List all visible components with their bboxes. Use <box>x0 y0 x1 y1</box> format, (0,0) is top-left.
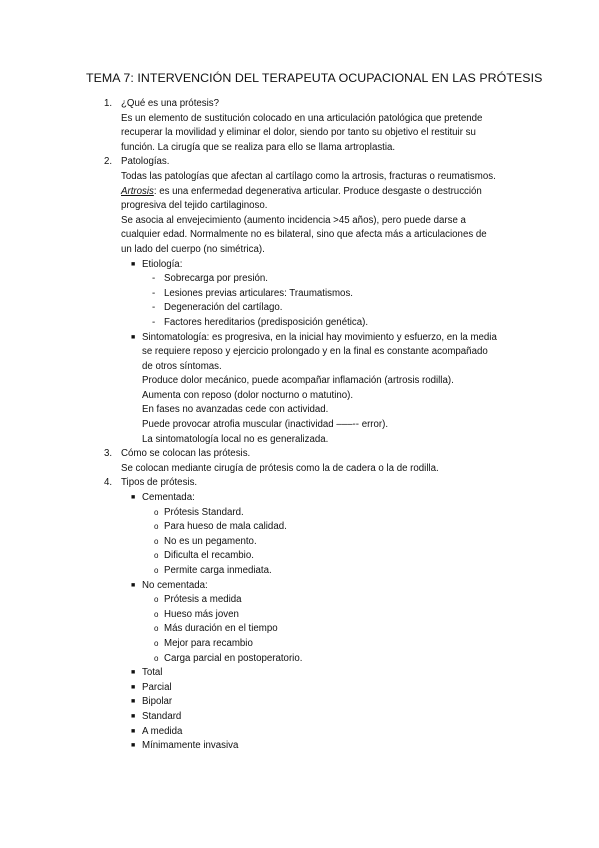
circle-item <box>100 622 540 637</box>
circle-item-text: Para hueso de mala calidad. <box>164 521 287 533</box>
artrosis-definition: : es una enfermedad degenerativa articular. Produce desgaste o destrucción <box>153 185 482 197</box>
circle-item-text: Prótesis Standard. <box>164 506 244 518</box>
section-heading: ¿Qué es una prótesis? <box>121 98 220 109</box>
section-heading: Patologías. <box>121 156 170 168</box>
circle-item <box>100 652 540 667</box>
circle-item <box>100 608 540 623</box>
circle-item-text: Prótesis a medida <box>164 594 242 606</box>
circle-item <box>100 549 540 564</box>
dash-icon: - <box>152 316 156 328</box>
bullet-type <box>100 725 540 740</box>
bullet-text-line: Produce dolor mecánico, puede acompañar inflamación (artrosis rodilla). <box>142 375 454 387</box>
circle-item-text: Hueso más joven <box>164 608 239 620</box>
bullet-type <box>100 739 540 754</box>
square-bullet-icon: ■ <box>131 727 136 735</box>
dash-item <box>100 301 540 316</box>
bullet-text-line: Puede provocar atrofia muscular (inactividad –––-- error). <box>142 419 389 431</box>
bullet-text-line: de otros síntomas. <box>142 360 222 372</box>
paragraph-line <box>121 185 540 200</box>
circle-item-text: Más duración en el tiempo <box>164 623 278 635</box>
dash-item-text: Degeneración del cartílago. <box>164 302 283 314</box>
bullet-label: No cementada: <box>142 579 208 591</box>
section-number: 4. <box>104 477 113 489</box>
paragraph-line: Es un elemento de sustitución colocado en una articulación patológica que pretende <box>121 112 483 124</box>
paragraph-line: Todas las patologías que afectan al cartílago como la artrosis, fracturas o reumatismos. <box>121 170 496 182</box>
square-bullet-icon: ■ <box>131 669 136 677</box>
square-bullet-icon: ■ <box>131 581 136 589</box>
section-2 <box>100 155 540 257</box>
dash-item <box>100 316 540 331</box>
square-bullet-icon: ■ <box>131 494 136 502</box>
square-bullet-icon: ■ <box>131 333 136 341</box>
bullet-label: Etiología: <box>142 258 183 270</box>
dash-item <box>100 287 540 302</box>
bullet-text-line: se requiere reposo y ejercicio prolongado y en la final es constante acompañado <box>142 346 488 358</box>
paragraph-line: recuperar la movilidad y eliminar el dolor, siendo por tanto su objetivo el restituir su <box>121 127 476 139</box>
bullet-sintomatologia <box>100 331 540 346</box>
dash-icon: - <box>152 287 156 299</box>
paragraph-line: progresiva del tejido cartilaginoso. <box>121 200 268 212</box>
bullet-text-line: La sintomatología local no es generalizada. <box>142 433 329 445</box>
bullet-type <box>100 710 540 725</box>
section-number: 2. <box>104 156 113 168</box>
dash-icon: - <box>152 273 156 285</box>
document-title: TEMA 7: INTERVENCIÓN DEL TERAPEUTA OCUPACIONAL EN LAS PRÓTESIS <box>86 71 543 85</box>
circle-bullet-icon: o <box>154 566 159 575</box>
circle-bullet-icon: o <box>154 624 159 634</box>
circle-item-text: No es un pegamento. <box>164 535 257 547</box>
circle-item <box>100 637 540 652</box>
square-bullet-icon: ■ <box>131 260 136 268</box>
dash-item <box>100 272 540 287</box>
paragraph-line: un lado del cuerpo (no simétrica). <box>121 243 265 255</box>
bullet-no-cementada <box>100 579 540 594</box>
paragraph-line: cualquier edad. Normalmente no es bilateral, sino que afecta más a articulaciones de <box>121 229 487 241</box>
circle-bullet-icon: o <box>154 638 159 648</box>
circle-item <box>100 593 540 608</box>
bullet-label: Standard <box>142 710 182 722</box>
bullet-type <box>100 666 540 681</box>
section-3 <box>100 447 540 476</box>
circle-bullet-icon: o <box>154 595 159 605</box>
dash-item-text: Sobrecarga por presión. <box>164 273 268 285</box>
bullet-type <box>100 695 540 710</box>
square-bullet-icon: ■ <box>131 683 136 691</box>
dash-item-text: Factores hereditarios (predisposición genética). <box>164 316 369 328</box>
circle-item-text: Dificulta el recambio. <box>164 550 254 562</box>
paragraph-line: Se asocia al envejecimiento (aumento incidencia >45 años), pero puede darse a <box>121 214 466 226</box>
circle-bullet-icon: o <box>154 609 159 619</box>
circle-item-text: Mejor para recambio <box>164 637 253 649</box>
bullet-label: Mínimamente invasiva <box>142 740 239 752</box>
artrosis-term: Artrosis <box>121 185 154 197</box>
paragraph-line: Se colocan mediante cirugía de prótesis como la de cadera o la de rodilla. <box>121 462 439 474</box>
square-bullet-icon: ■ <box>131 698 136 706</box>
bullet-type <box>100 681 540 696</box>
bullet-label: Parcial <box>142 681 172 693</box>
square-bullet-icon: ■ <box>131 742 136 750</box>
circle-bullet-icon: o <box>154 653 159 663</box>
circle-item <box>100 506 540 521</box>
bullet-label: Bipolar <box>142 696 173 708</box>
circle-item <box>100 535 540 550</box>
bullet-cementada <box>100 491 540 506</box>
circle-item <box>100 564 540 579</box>
paragraph-line: función. La cirugía que se realiza para ello se llama artroplastia. <box>121 141 396 153</box>
section-number: 1. <box>104 98 113 109</box>
bullet-label: A medida <box>142 725 183 737</box>
circle-bullet-icon: o <box>154 522 159 532</box>
section-1 <box>100 97 540 155</box>
circle-bullet-icon: o <box>154 507 159 517</box>
circle-item-text: Carga parcial en postoperatorio. <box>164 652 303 664</box>
bullet-label: Total <box>142 667 163 679</box>
section-heading: Cómo se colocan las prótesis. <box>121 448 251 460</box>
bullet-text-line: En fases no avanzadas cede con actividad. <box>142 404 329 416</box>
section-4 <box>100 476 540 491</box>
dash-icon: - <box>152 302 156 314</box>
square-bullet-icon: ■ <box>131 712 136 720</box>
section-number: 3. <box>104 448 113 460</box>
section-heading: Tipos de prótesis. <box>121 477 198 489</box>
circle-item-text: Permite carga inmediata. <box>164 565 272 576</box>
circle-bullet-icon: o <box>154 536 159 546</box>
bullet-text: Sintomatología: es progresiva, en la inicial hay movimiento y esfuerzo, en la media <box>142 331 497 343</box>
circle-bullet-icon: o <box>154 551 159 561</box>
bullet-text-line: Aumenta con reposo (dolor nocturno o matutino). <box>142 389 354 401</box>
bullet-label: Cementada: <box>142 492 195 504</box>
document-body <box>100 97 540 754</box>
dash-item-text: Lesiones previas articulares: Traumatismos. <box>164 287 353 299</box>
bullet-etiologia <box>100 258 540 273</box>
circle-item <box>100 520 540 535</box>
